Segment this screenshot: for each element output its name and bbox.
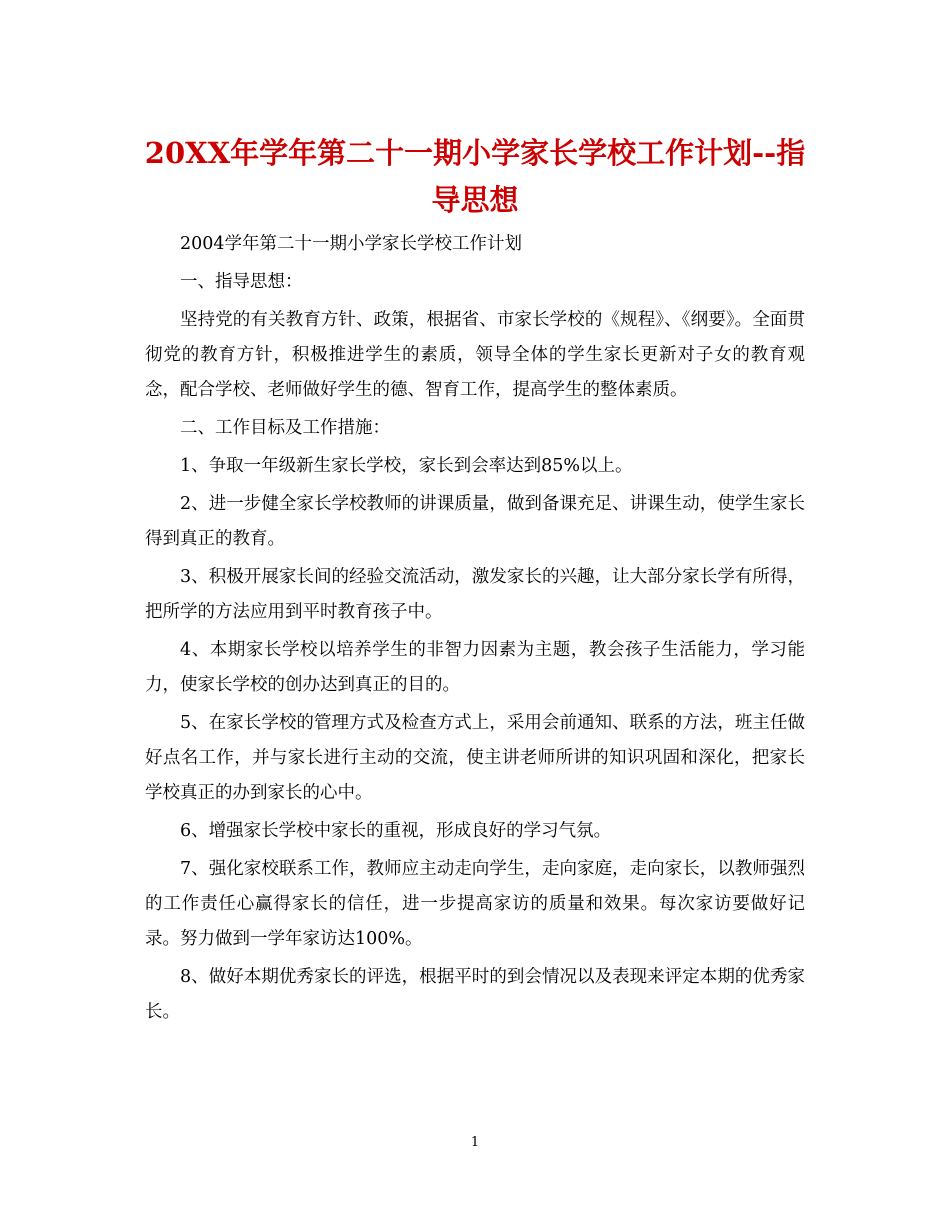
paragraph-item-5: 5、在家长学校的管理方式及检查方式上，采用会前通知、联系的方法，班主任做好点名工作，并与家长进行主动的交流，使主讲老师所讲的知识巩固和深化，把家长学校真正的办到家长的心中。 <box>145 713 805 803</box>
document-body <box>145 227 805 1033</box>
document-title: 20XX年学年第二十一期小学家长学校工作计划--指导思想 <box>144 136 806 217</box>
paragraph-item-1: 1、争取一年级新生家长学校，家长到会率达到85%以上。 <box>180 456 633 476</box>
paragraph-section-2-heading: 二、工作目标及工作措施： <box>180 418 390 438</box>
paragraph-item-8: 8、做好本期优秀家长的评选，根据平时的到会情况以及表现来评定本期的优秀家长。 <box>145 967 805 1022</box>
paragraph-guiding-ideology: 坚持党的有关教育方针、政策，根据省、市家长学校的《规程》、《纲要》。全面贯彻党的教育方针，积极推进学生的素质，领导全体的学生家长更新对子女的教育观念，配合学校、老师做好学生的德、智育工作，提高学生的整体素质。 <box>145 310 805 400</box>
paragraph-item-3: 3、积极开展家长间的经验交流活动，激发家长的兴趣，让大部分家长学有所得，把所学的方法应用到平时教育孩子中。 <box>145 567 805 622</box>
paragraph-item-2: 2、进一步健全家长学校教师的讲课质量，做到备课充足、讲课生动，使学生家长得到真正的教育。 <box>145 494 805 549</box>
paragraph-item-6: 6、增强家长学校中家长的重视，形成良好的学习气氛。 <box>180 821 612 841</box>
paragraph-section-1-heading: 一、指导思想： <box>180 272 303 292</box>
page-number: 1 <box>470 1135 480 1150</box>
paragraph-item-7: 7、强化家校联系工作，教师应主动走向学生，走向家庭，走向家长，以教师强烈的工作责任心赢得家长的信任，进一步提高家访的质量和效果。每次家访要做好记录。努力做到一学年家访达100%。 <box>145 859 805 949</box>
paragraph-item-4: 4、本期家长学校以培养学生的非智力因素为主题，教会孩子生活能力，学习能力，使家长学校的创办达到真正的目的。 <box>145 640 805 695</box>
paragraph-plan-heading: 2004学年第二十一期小学家长学校工作计划 <box>180 234 523 254</box>
